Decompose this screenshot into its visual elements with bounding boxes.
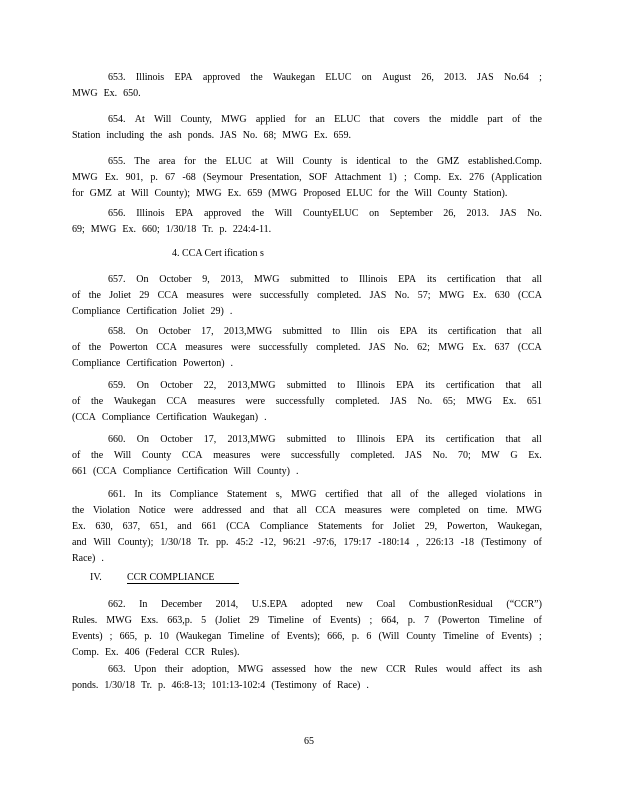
paragraph-line: of the Powerton CCA measures were successfully completed. JAS No. 62; MWG Ex. 637 (CCA: [72, 342, 542, 353]
paragraph-655: [72, 154, 542, 202]
paragraph-line: 654. At Will County, MWG applied for an ELUC that covers the middle part of the: [108, 114, 542, 125]
paragraph-line: 663. Upon their adoption, MWG assessed how the new CCR Rules would affect its ash: [108, 664, 542, 675]
paragraph-line: Events) ; 665, p. 10 (Waukegan Timeline of Events); 666, p. 6 (Will County Timeline of Events) ;: [72, 631, 542, 642]
paragraph-line: Rules. MWG Exs. 663,p. 5 (Joliet 29 Timeline of Events) ; 664, p. 7 (Powerton Timeline of: [72, 615, 542, 626]
paragraph-line: of the Joliet 29 CCA measures were successfully completed. JAS No. 57; MWG Ex. 630 (CCA: [72, 290, 542, 301]
section-number-iv: IV.: [90, 572, 102, 583]
paragraph-line: 659. On October 22, 2013,MWG submitted to Illinois EPA its certification that all: [108, 380, 542, 391]
paragraph-line: Race) .: [72, 553, 104, 564]
paragraph-line: 657. On October 9, 2013, MWG submitted to Illinois EPA its certification that all: [108, 274, 542, 285]
paragraph-line: Compliance Certification Powerton) .: [72, 358, 234, 369]
paragraph-line: 655. The area for the ELUC at Will County is identical to the GMZ established.Comp.: [108, 156, 542, 167]
paragraph-line: 661 (CCA Compliance Certification Will County) .: [72, 466, 299, 477]
paragraph-663: [72, 662, 542, 694]
paragraph-line: of the Waukegan CCA measures were successfully completed. JAS No. 65; MWG Ex. 651: [72, 396, 542, 407]
paragraph-line: Compliance Certification Joliet 29) .: [72, 306, 233, 317]
paragraph-line: (CCA Compliance Certification Waukegan) .: [72, 412, 267, 423]
paragraph-line: Ex. 630, 637, 651, and 661 (CCA Compliance Statements for Joliet 29, Powerton, Waukegan,: [72, 521, 542, 532]
paragraph-line: ponds. 1/30/18 Tr. p. 46:8-13; 101:13-102:4 (Testimony of Race) .: [72, 680, 369, 691]
paragraph-line: Comp. Ex. 406 (Federal CCR Rules).: [72, 647, 240, 658]
paragraph-662: [72, 597, 542, 661]
paragraph-661: [72, 487, 542, 567]
paragraph-653: [72, 70, 542, 102]
page-number: 65: [304, 736, 314, 747]
paragraph-660: [72, 432, 542, 480]
paragraph-654: [72, 112, 542, 144]
paragraph-line: the Violation Notice were addressed and that all CCA measures were completed on time. MWG: [72, 505, 542, 516]
paragraph-line: 661. In its Compliance Statement s, MWG certified that all of the alleged violations in: [108, 489, 542, 500]
paragraph-658: [72, 324, 542, 372]
paragraph-line: MWG Ex. 650.: [72, 88, 141, 99]
paragraph-line: 662. In December 2014, U.S.EPA adopted new Coal CombustionResidual (“CCR”): [108, 599, 542, 610]
paragraph-656: [72, 206, 542, 238]
paragraph-line: Station including the ash ponds. JAS No. 68; MWG Ex. 659.: [72, 130, 351, 141]
paragraph-line: and Will County); 1/30/18 Tr. pp. 45:2 -12, 96:21 -97:6, 179:17 -180:14 , 226:13 -18 (Testimony of: [72, 537, 542, 548]
section-heading-certifications: 4. CCA Cert ification s: [172, 248, 264, 259]
paragraph-line: 660. On October 17, 2013,MWG submitted to Illinois EPA its certification that all: [108, 434, 542, 445]
section-title-ccr-compliance: CCR COMPLIANCE: [127, 572, 239, 584]
paragraph-line: 69; MWG Ex. 660; 1/30/18 Tr. p. 224:4-11.: [72, 224, 272, 235]
paragraph-657: [72, 272, 542, 320]
paragraph-line: MWG Ex. 901, p. 67 -68 (Seymour Presentation, SOF Attachment 1) ; Comp. Ex. 276 (Application: [72, 172, 542, 183]
paragraph-line: 653. Illinois EPA approved the Waukegan ELUC on August 26, 2013. JAS No.64 ;: [108, 72, 542, 83]
paragraph-659: [72, 378, 542, 426]
paragraph-line: for GMZ at Will County); MWG Ex. 659 (MWG Proposed ELUC for the Will County Station).: [72, 188, 508, 199]
paragraph-line: 658. On October 17, 2013,MWG submitted to Illin ois EPA its certification that all: [108, 326, 542, 337]
paragraph-line: 656. Illinois EPA approved the Will CountyELUC on September 26, 2013. JAS No.: [108, 208, 542, 219]
paragraph-line: of the Will County CCA measures were successfully completed. JAS No. 70; MW G Ex.: [72, 450, 542, 461]
